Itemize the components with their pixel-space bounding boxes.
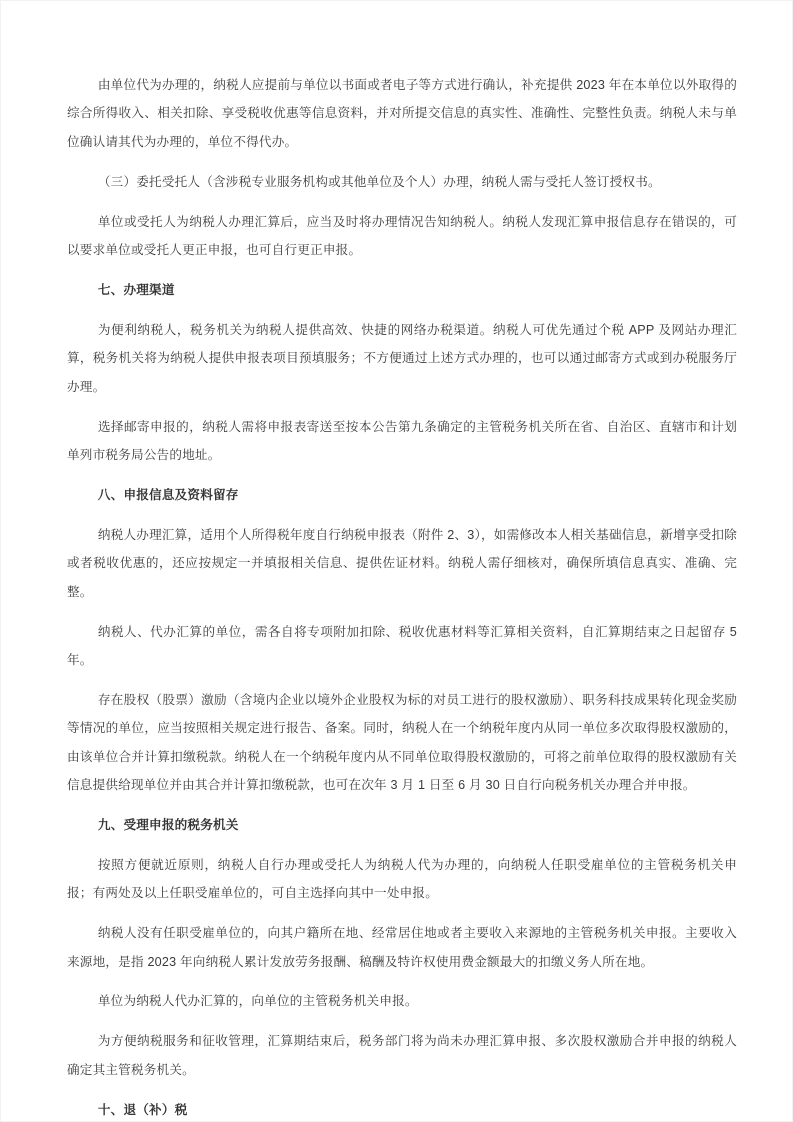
section-heading: 八、申报信息及资料留存 — [97, 487, 239, 502]
section-heading: 九、受理申报的税务机关 — [97, 817, 239, 832]
document-content — [67, 71, 737, 1122]
body-paragraph: 为方便纳税服务和征收管理，汇算期结束后，税务部门将为尚未办理汇算申报、多次股权激励合并申报的纳税人确定其主管税务机关。 — [67, 1034, 737, 1077]
body-paragraph: 单位为纳税人代办汇算的，向单位的主管税务机关申报。 — [97, 994, 418, 1009]
body-paragraph: 纳税人办理汇算，适用个人所得税年度自行纳税申报表（附件 2、3），如需修改本人相关基础信息，新增享受扣除或者税收优惠的，还应按规定一并填报相关信息、提供佐证材料。纳税人需仔细核对，确保所填信息真实、准确、完整。 — [67, 527, 737, 599]
section-heading: 七、办理渠道 — [97, 282, 175, 297]
body-paragraph: 纳税人没有任职受雇单位的，向其户籍所在地、经常居住地或者主要收入来源地的主管税务机关申报。主要收入来源地，是指 2023 年向纳税人累计发放劳务报酬、稿酬及特许权使用费金额最大的扣缴义务人所在地。 — [67, 926, 737, 969]
body-paragraph: 选择邮寄申报的，纳税人需将申报表寄送至按本公告第九条确定的主管税务机关所在省、自治区、直辖市和计划单列市税务局公告的地址。 — [67, 419, 737, 462]
body-paragraph: 存在股权（股票）激励（含境内企业以境外企业股权为标的对员工进行的股权激励）、职务科技成果转化现金奖励等情况的单位，应当按照相关规定进行报告、备案。同时，纳税人在一个纳税年度内从同一单位多次取得股权激励的，由该单位合并计算扣缴税款。纳税人在一个纳税年度内从不同单位取得股权激励的，可将之前单位取得的股权激励有关信息提供给现单位并由其合并计算扣缴税款，也可在次年 3 月 1 日至 6 月 30 日自行向税务机关办理合并申报。 — [67, 692, 737, 793]
body-paragraph: 单位或受托人为纳税人办理汇算后，应当及时将办理情况告知纳税人。纳税人发现汇算申报信息存在错误的，可以要求单位或受托人更正申报，也可自行更正申报。 — [67, 214, 737, 258]
body-paragraph: （三）委托受托人（含涉税专业服务机构或其他单位及个人）办理，纳税人需与受托人签订授权书。 — [97, 174, 661, 189]
body-paragraph: 按照方便就近原则，纳税人自行办理或受托人为纳税人代为办理的，向纳税人任职受雇单位的主管税务机关申报；有两处及以上任职受雇单位的，可自主选择向其中一处申报。 — [67, 857, 737, 901]
body-paragraph: 为便利纳税人，税务机关为纳税人提供高效、快捷的网络办税渠道。纳税人可优先通过个税 APP 及网站办理汇算，税务机关将为纳税人提供申报表项目预填服务；不方便通过上述方式办理的，也可以通过邮寄方式或到办税服务厅办理。 — [67, 322, 737, 394]
body-paragraph: 纳税人、代办汇算的单位，需各自将专项附加扣除、税收优惠材料等汇算相关资料，自汇算期结束之日起留存 5 年。 — [67, 624, 737, 667]
section-heading: 十、退（补）税 — [97, 1102, 188, 1117]
body-paragraph: 由单位代为办理的，纳税人应提前与单位以书面或者电子等方式进行确认，补充提供 2023 年在本单位以外取得的综合所得收入、相关扣除、享受税收优惠等信息资料，并对所提交信息的真实性、准确性、完整性负责。纳税人未与单位确认请其代为办理的，单位不得代办。 — [67, 78, 737, 149]
